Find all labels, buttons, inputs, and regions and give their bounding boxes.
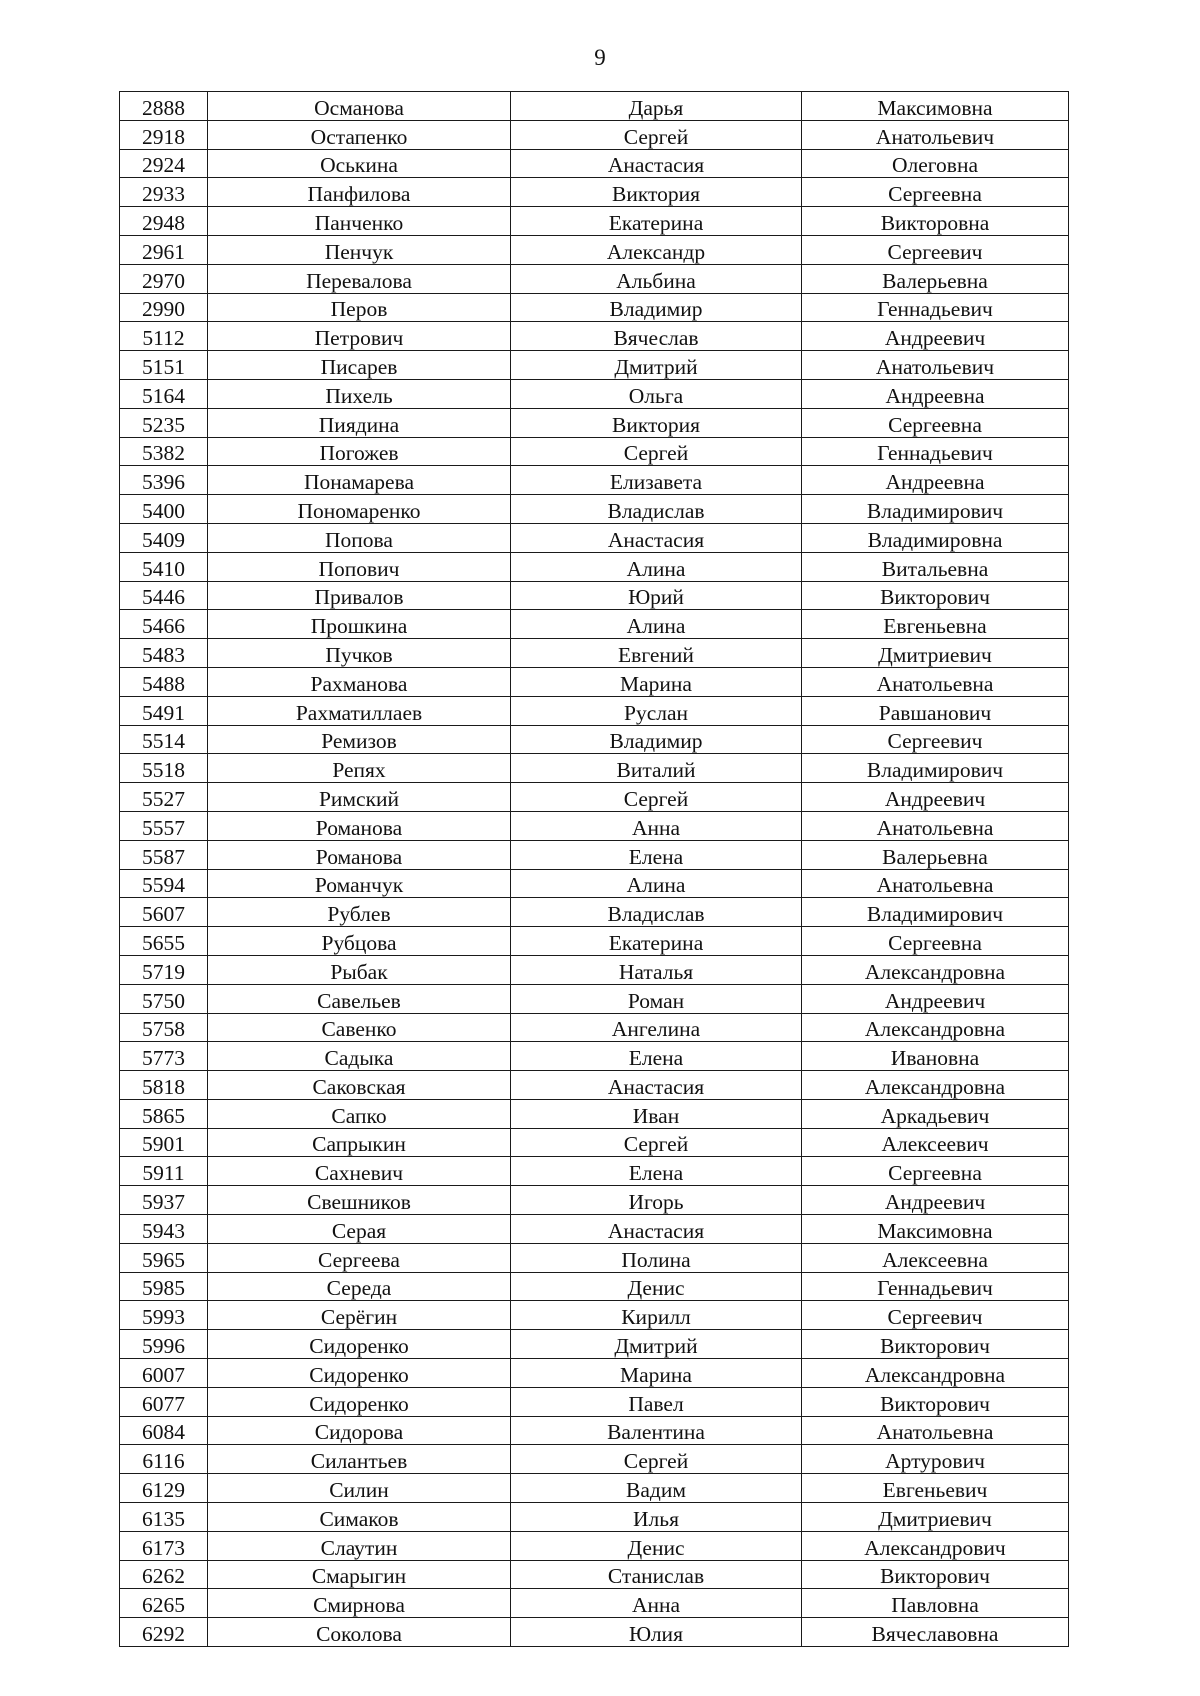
cell-id: 6077 [120,1387,208,1416]
cell-patronymic: Андреевна [802,466,1069,495]
table-row [120,322,1069,351]
cell-id: 6173 [120,1531,208,1560]
cell-id: 5557 [120,811,208,840]
cell-last-name: Римский [208,783,511,812]
cell-id: 5483 [120,639,208,668]
cell-id: 5491 [120,696,208,725]
cell-id: 5818 [120,1071,208,1100]
cell-patronymic: Анатольевна [802,869,1069,898]
cell-id: 5607 [120,898,208,927]
cell-first-name: Екатерина [511,927,802,956]
cell-first-name: Полина [511,1243,802,1272]
cell-first-name: Сергей [511,437,802,466]
cell-last-name: Прошкина [208,610,511,639]
cell-id: 5901 [120,1128,208,1157]
table-row [120,840,1069,869]
cell-id: 5587 [120,840,208,869]
cell-patronymic: Викторович [802,1560,1069,1589]
cell-last-name: Погожев [208,437,511,466]
cell-id: 5911 [120,1157,208,1186]
cell-last-name: Рахматиллаев [208,696,511,725]
table-row [120,264,1069,293]
table-row [120,1128,1069,1157]
cell-first-name: Валентина [511,1416,802,1445]
cell-id: 5655 [120,927,208,956]
roster-table-body [120,92,1069,1647]
cell-patronymic: Андреевич [802,783,1069,812]
cell-patronymic: Викторовна [802,207,1069,236]
table-row [120,581,1069,610]
cell-id: 5382 [120,437,208,466]
cell-last-name: Пихель [208,379,511,408]
cell-id: 5758 [120,1013,208,1042]
cell-last-name: Рублев [208,898,511,927]
table-row [120,984,1069,1013]
cell-last-name: Сидоренко [208,1330,511,1359]
cell-last-name: Пономаренко [208,495,511,524]
cell-id: 5410 [120,552,208,581]
table-row [120,667,1069,696]
cell-id: 5235 [120,408,208,437]
cell-id: 2990 [120,293,208,322]
cell-last-name: Савельев [208,984,511,1013]
cell-id: 2888 [120,92,208,121]
cell-patronymic: Артурович [802,1445,1069,1474]
cell-patronymic: Геннадьевич [802,437,1069,466]
cell-first-name: Сергей [511,783,802,812]
table-row [120,408,1069,437]
cell-first-name: Анастасия [511,523,802,552]
cell-last-name: Соколова [208,1618,511,1647]
cell-patronymic: Евгеньевич [802,1474,1069,1503]
table-row [120,379,1069,408]
table-row [120,1560,1069,1589]
cell-patronymic: Олеговна [802,149,1069,178]
cell-last-name: Пенчук [208,235,511,264]
table-row [120,1503,1069,1532]
cell-last-name: Слаутин [208,1531,511,1560]
cell-first-name: Руслан [511,696,802,725]
cell-patronymic: Александровна [802,1013,1069,1042]
cell-first-name: Ольга [511,379,802,408]
table-row [120,869,1069,898]
cell-patronymic: Сергеевна [802,408,1069,437]
cell-id: 6135 [120,1503,208,1532]
cell-id: 6116 [120,1445,208,1474]
cell-patronymic: Андреевна [802,379,1069,408]
cell-first-name: Анастасия [511,1215,802,1244]
cell-last-name: Писарев [208,351,511,380]
page-number: 9 [594,45,606,70]
cell-first-name: Анастасия [511,149,802,178]
cell-last-name: Смирнова [208,1589,511,1618]
cell-id: 5594 [120,869,208,898]
cell-patronymic: Валерьевна [802,264,1069,293]
cell-patronymic: Евгеньевна [802,610,1069,639]
cell-first-name: Альбина [511,264,802,293]
cell-first-name: Владимир [511,725,802,754]
cell-patronymic: Валерьевна [802,840,1069,869]
cell-id: 6292 [120,1618,208,1647]
cell-id: 5865 [120,1099,208,1128]
cell-first-name: Екатерина [511,207,802,236]
cell-first-name: Денис [511,1531,802,1560]
table-row [120,1272,1069,1301]
cell-patronymic: Максимовна [802,92,1069,121]
cell-last-name: Сахневич [208,1157,511,1186]
cell-id: 5937 [120,1186,208,1215]
cell-last-name: Силантьев [208,1445,511,1474]
cell-id: 5164 [120,379,208,408]
cell-first-name: Владимир [511,293,802,322]
cell-first-name: Евгений [511,639,802,668]
cell-patronymic: Дмитриевич [802,1503,1069,1532]
cell-id: 5151 [120,351,208,380]
cell-last-name: Серая [208,1215,511,1244]
cell-first-name: Анна [511,1589,802,1618]
table-row [120,811,1069,840]
cell-patronymic: Сергеевич [802,1301,1069,1330]
cell-last-name: Садыка [208,1042,511,1071]
cell-id: 6007 [120,1359,208,1388]
cell-first-name: Станислав [511,1560,802,1589]
cell-first-name: Александр [511,235,802,264]
cell-last-name: Рыбак [208,955,511,984]
cell-first-name: Виктория [511,408,802,437]
cell-last-name: Романова [208,811,511,840]
cell-patronymic: Александровна [802,955,1069,984]
cell-last-name: Османова [208,92,511,121]
cell-last-name: Пучков [208,639,511,668]
cell-first-name: Сергей [511,1128,802,1157]
cell-first-name: Роман [511,984,802,1013]
cell-last-name: Сергеева [208,1243,511,1272]
cell-first-name: Игорь [511,1186,802,1215]
table-row [120,1157,1069,1186]
table-row [120,1013,1069,1042]
cell-id: 2961 [120,235,208,264]
cell-last-name: Перевалова [208,264,511,293]
cell-first-name: Илья [511,1503,802,1532]
cell-last-name: Середа [208,1272,511,1301]
table-row [120,1531,1069,1560]
table-row [120,120,1069,149]
table-row [120,466,1069,495]
cell-patronymic: Анатольевна [802,1416,1069,1445]
table-row [120,1589,1069,1618]
table-row [120,1474,1069,1503]
cell-last-name: Ремизов [208,725,511,754]
table-row [120,293,1069,322]
cell-patronymic: Анатольевна [802,667,1069,696]
cell-last-name: Панфилова [208,178,511,207]
cell-id: 5409 [120,523,208,552]
cell-patronymic: Аркадьевич [802,1099,1069,1128]
cell-id: 6129 [120,1474,208,1503]
cell-id: 2924 [120,149,208,178]
roster-table [119,91,1069,1647]
cell-last-name: Панченко [208,207,511,236]
cell-patronymic: Андреевич [802,1186,1069,1215]
cell-patronymic: Максимовна [802,1215,1069,1244]
cell-id: 5466 [120,610,208,639]
cell-first-name: Анастасия [511,1071,802,1100]
cell-last-name: Смарыгин [208,1560,511,1589]
cell-id: 6084 [120,1416,208,1445]
cell-id: 6262 [120,1560,208,1589]
table-row [120,1330,1069,1359]
table-row [120,1042,1069,1071]
cell-patronymic: Викторович [802,581,1069,610]
table-row [120,783,1069,812]
cell-patronymic: Викторович [802,1330,1069,1359]
cell-last-name: Репях [208,754,511,783]
table-row [120,178,1069,207]
cell-first-name: Владислав [511,495,802,524]
cell-patronymic: Викторович [802,1387,1069,1416]
cell-first-name: Марина [511,1359,802,1388]
cell-patronymic: Александровна [802,1359,1069,1388]
cell-first-name: Елизавета [511,466,802,495]
cell-last-name: Попова [208,523,511,552]
cell-last-name: Понамарева [208,466,511,495]
cell-patronymic: Ивановна [802,1042,1069,1071]
cell-id: 5943 [120,1215,208,1244]
cell-first-name: Анна [511,811,802,840]
cell-first-name: Дмитрий [511,351,802,380]
cell-patronymic: Дмитриевич [802,639,1069,668]
table-row [120,207,1069,236]
cell-id: 5719 [120,955,208,984]
cell-last-name: Попович [208,552,511,581]
cell-first-name: Вадим [511,1474,802,1503]
table-row [120,754,1069,783]
cell-first-name: Виктория [511,178,802,207]
cell-first-name: Кирилл [511,1301,802,1330]
cell-first-name: Иван [511,1099,802,1128]
cell-first-name: Алина [511,869,802,898]
table-row [120,639,1069,668]
cell-patronymic: Александровна [802,1071,1069,1100]
cell-last-name: Сидоренко [208,1359,511,1388]
table-row [120,1359,1069,1388]
cell-patronymic: Алексеевич [802,1128,1069,1157]
cell-last-name: Привалов [208,581,511,610]
cell-id: 5112 [120,322,208,351]
table-row [120,235,1069,264]
cell-first-name: Ангелина [511,1013,802,1042]
table-row [120,610,1069,639]
table-row [120,1416,1069,1445]
cell-patronymic: Анатольевич [802,351,1069,380]
cell-first-name: Юлия [511,1618,802,1647]
cell-last-name: Остапенко [208,120,511,149]
cell-first-name: Дарья [511,92,802,121]
cell-last-name: Савенко [208,1013,511,1042]
cell-patronymic: Андреевич [802,984,1069,1013]
cell-patronymic: Владимировна [802,523,1069,552]
cell-first-name: Алина [511,552,802,581]
cell-last-name: Петрович [208,322,511,351]
cell-id: 5993 [120,1301,208,1330]
cell-id: 5527 [120,783,208,812]
cell-first-name: Сергей [511,1445,802,1474]
table-row [120,1301,1069,1330]
cell-id: 2970 [120,264,208,293]
cell-first-name: Вячеслав [511,322,802,351]
cell-id: 5488 [120,667,208,696]
table-row [120,523,1069,552]
cell-first-name: Виталий [511,754,802,783]
table-row [120,437,1069,466]
cell-patronymic: Андреевич [802,322,1069,351]
cell-patronymic: Павловна [802,1589,1069,1618]
cell-last-name: Сидоренко [208,1387,511,1416]
cell-patronymic: Сергеевна [802,1157,1069,1186]
cell-first-name: Павел [511,1387,802,1416]
cell-last-name: Перов [208,293,511,322]
cell-last-name: Свешников [208,1186,511,1215]
cell-last-name: Рубцова [208,927,511,956]
cell-patronymic: Владимирович [802,898,1069,927]
cell-first-name: Марина [511,667,802,696]
cell-id: 5518 [120,754,208,783]
cell-id: 5985 [120,1272,208,1301]
cell-last-name: Пиядина [208,408,511,437]
table-row [120,696,1069,725]
table-row [120,1387,1069,1416]
cell-id: 6265 [120,1589,208,1618]
cell-id: 2948 [120,207,208,236]
table-row [120,552,1069,581]
cell-last-name: Сапрыкин [208,1128,511,1157]
table-row [120,1618,1069,1647]
cell-patronymic: Алексеевна [802,1243,1069,1272]
cell-id: 5996 [120,1330,208,1359]
cell-first-name: Дмитрий [511,1330,802,1359]
cell-patronymic: Александрович [802,1531,1069,1560]
table-row [120,1186,1069,1215]
cell-last-name: Рахманова [208,667,511,696]
cell-last-name: Романова [208,840,511,869]
cell-first-name: Елена [511,1042,802,1071]
cell-first-name: Елена [511,840,802,869]
cell-last-name: Сапко [208,1099,511,1128]
cell-last-name: Силин [208,1474,511,1503]
table-row [120,1215,1069,1244]
cell-first-name: Наталья [511,955,802,984]
cell-patronymic: Владимирович [802,754,1069,783]
cell-last-name: Саковская [208,1071,511,1100]
table-row [120,955,1069,984]
cell-patronymic: Анатольевич [802,120,1069,149]
table-row [120,351,1069,380]
table-row [120,1445,1069,1474]
cell-id: 5750 [120,984,208,1013]
cell-patronymic: Сергеевич [802,235,1069,264]
cell-last-name: Серёгин [208,1301,511,1330]
cell-first-name: Денис [511,1272,802,1301]
cell-patronymic: Сергеевич [802,725,1069,754]
cell-first-name: Алина [511,610,802,639]
cell-patronymic: Сергеевна [802,927,1069,956]
cell-last-name: Симаков [208,1503,511,1532]
cell-id: 5396 [120,466,208,495]
cell-id: 5400 [120,495,208,524]
cell-patronymic: Равшанович [802,696,1069,725]
table-row [120,725,1069,754]
table-row [120,1243,1069,1272]
cell-id: 5514 [120,725,208,754]
cell-patronymic: Анатольевна [802,811,1069,840]
cell-last-name: Сидорова [208,1416,511,1445]
cell-first-name: Елена [511,1157,802,1186]
table-row [120,1071,1069,1100]
cell-patronymic: Геннадьевич [802,293,1069,322]
cell-last-name: Романчук [208,869,511,898]
cell-id: 2933 [120,178,208,207]
cell-id: 5965 [120,1243,208,1272]
cell-first-name: Владислав [511,898,802,927]
table-row [120,149,1069,178]
table-row [120,495,1069,524]
cell-patronymic: Геннадьевич [802,1272,1069,1301]
cell-patronymic: Сергеевна [802,178,1069,207]
cell-last-name: Оськина [208,149,511,178]
table-row [120,927,1069,956]
table-row [120,1099,1069,1128]
cell-id: 5773 [120,1042,208,1071]
cell-id: 2918 [120,120,208,149]
cell-patronymic: Витальевна [802,552,1069,581]
cell-first-name: Юрий [511,581,802,610]
cell-id: 5446 [120,581,208,610]
cell-first-name: Сергей [511,120,802,149]
cell-patronymic: Вячеславовна [802,1618,1069,1647]
table-row [120,92,1069,121]
cell-patronymic: Владимирович [802,495,1069,524]
table-row [120,898,1069,927]
